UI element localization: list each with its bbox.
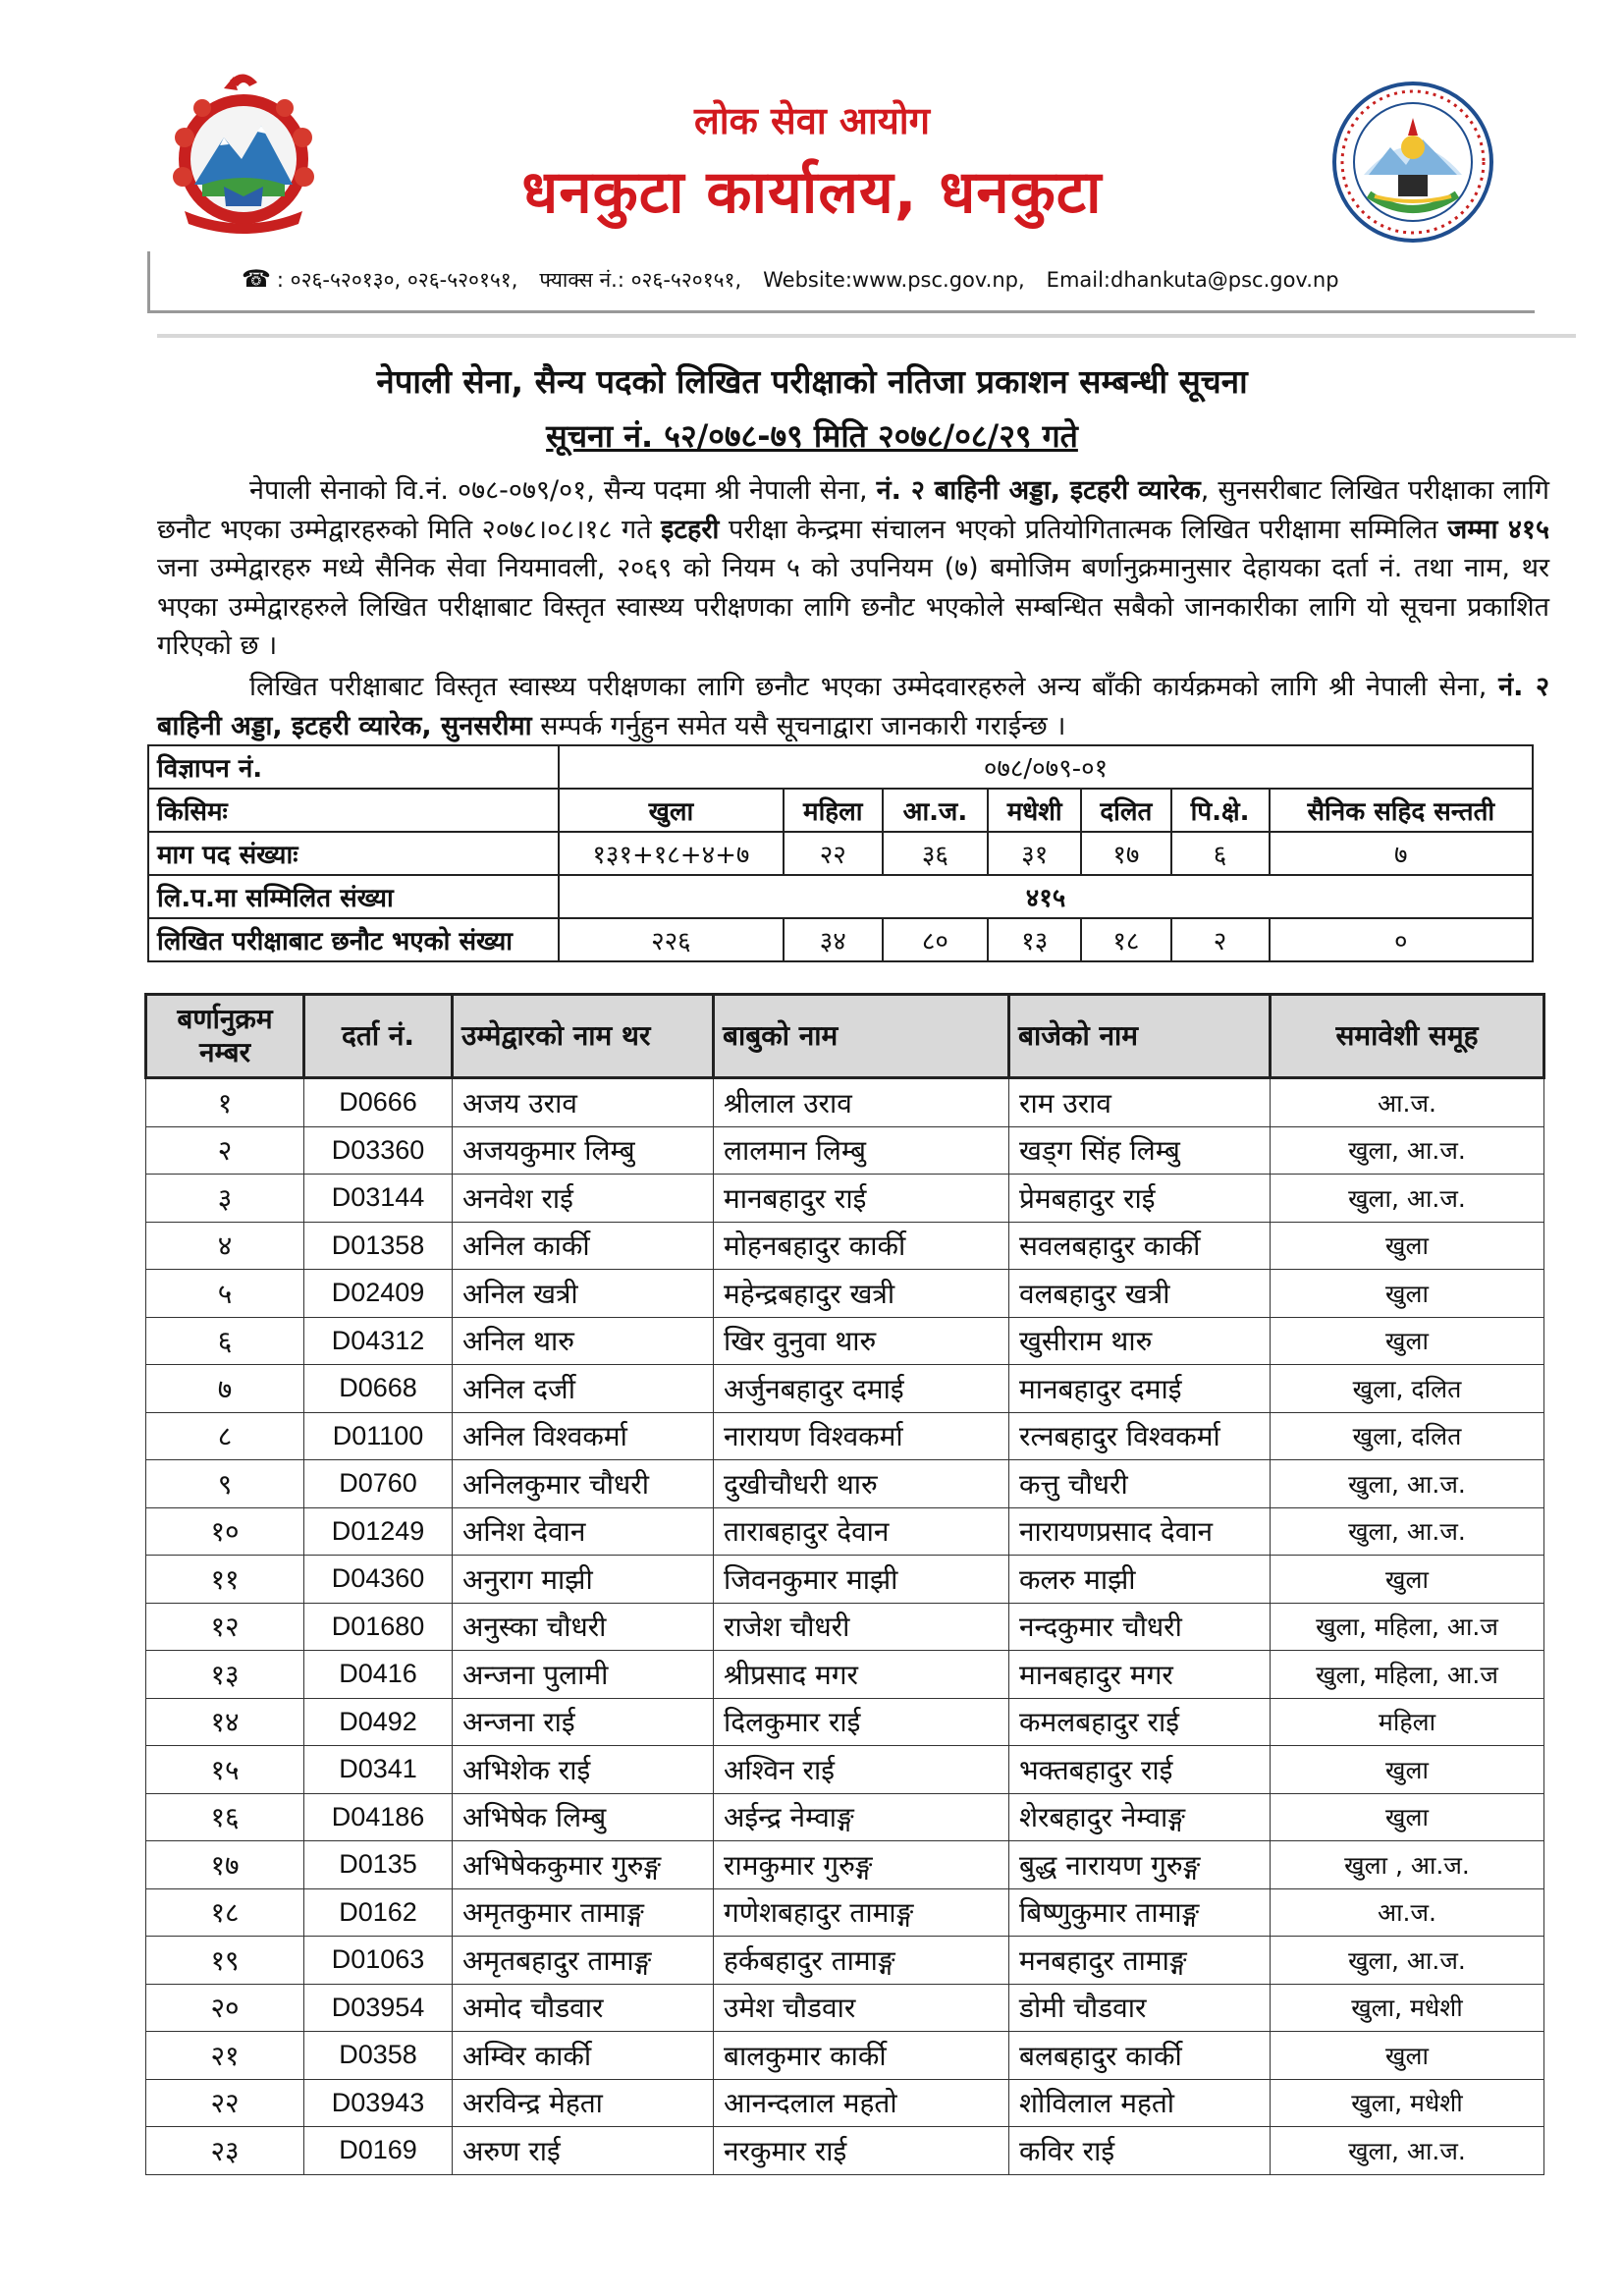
notice-paragraph-1: नेपाली सेनाको वि.नं. ०७८-०७९/०१, सैन्य पदमा श्री नेपाली सेना, नं. २ बाहिनी अड्डा, इटहरी व्यारेक, सुनसरीबाट लिखित परीक्षाका लागि छनौट भएका उम्मेद्वारहरुको मिति २०७८।०८।१८ गते इटहरी परीक्षा केन्द्रमा संचालन भएको प्रतियोगितात्मक लिखित परीक्षामा सम्मिलित जम्मा ४१५ जना उम्मेद्वारहरु मध्ये सैनिक सेवा नियमावली, २०६९ को नियम ५ को उपनियम (७) बमोजिम बर्णानुक्रमानुसार देहायका दर्ता नं. तथा नाम, थर भएका उम्मेद्वारहरुले लिखित परीक्षाबाट विस्तृत स्वास्थ्य परीक्षणका लागि छनौट भएकोले सम्बन्धित सबैको जानकारीका लागि यो सूचना प्रकाशित गरिएको छ । (157, 475, 1549, 661)
cell-father: अर्जुनबहादुर दमाई (714, 1365, 1009, 1413)
col-header: सैनिक सहिद सन्तती (1270, 789, 1533, 832)
cell-reg: D01249 (304, 1507, 453, 1556)
table-row (146, 1698, 1544, 1746)
header-reg: दर्ता नं. (304, 995, 453, 1078)
cell-grand: शेरबहादुर नेम्वाङ्ग (1009, 1793, 1271, 1841)
cell-reg: D03144 (304, 1175, 453, 1223)
cell-grand: नन्दकुमार चौधरी (1009, 1603, 1271, 1651)
cell-grand: प्रेमबहादुर राई (1009, 1175, 1271, 1223)
summary-row-type (148, 789, 1533, 832)
cell-sn: १२ (146, 1603, 304, 1651)
divider (157, 334, 1576, 338)
office-name: धनकुटा कार्यालय, धनकुटा (521, 158, 1103, 227)
cell-reg: D03360 (304, 1126, 453, 1175)
appeared-value: ४१५ (559, 875, 1533, 918)
cell-grand: कत्तु चौधरी (1009, 1460, 1271, 1508)
cell-name: अनवेश राई (453, 1175, 714, 1223)
cell-group: खुला (1271, 2032, 1544, 2080)
cell-sn: ११ (146, 1556, 304, 1604)
table-row (146, 2032, 1544, 2080)
header-name: उम्मेद्वारको नाम थर (453, 995, 714, 1078)
cell-father: अईन्द्र नेम्वाङ्ग (714, 1793, 1009, 1841)
table-header-row (146, 995, 1544, 1078)
cell-grand: डोमी चौडवार (1009, 1984, 1271, 2032)
cell-sn: ५ (146, 1270, 304, 1318)
cell-reg: D04360 (304, 1556, 453, 1604)
table-row (146, 1270, 1544, 1318)
cell-name: अनिल खत्री (453, 1270, 714, 1318)
cell-father: लालमान लिम्बु (714, 1126, 1009, 1175)
cell-name: अनिल विश्वकर्मा (453, 1412, 714, 1460)
cell-sn: १५ (146, 1746, 304, 1794)
table-row (146, 1888, 1544, 1937)
cell-sn: ८ (146, 1412, 304, 1460)
cell-group: खुला, आ.ज. (1271, 1126, 1544, 1175)
selected-value: ० (1270, 918, 1533, 961)
cell-sn: १४ (146, 1698, 304, 1746)
cell-name: अभिषेककुमार गुरुङ्ग (453, 1841, 714, 1889)
cell-reg: D04312 (304, 1317, 453, 1365)
cell-reg: D0666 (304, 1078, 453, 1127)
cell-name: अमृतकुमार तामाङ्ग (453, 1888, 714, 1937)
cell-reg: D01680 (304, 1603, 453, 1651)
cell-grand: कलरु माझी (1009, 1556, 1271, 1604)
cell-grand: कविर राई (1009, 2127, 1271, 2175)
cell-name: अभिशेक राई (453, 1746, 714, 1794)
table-row (146, 1793, 1544, 1841)
cell-name: अरविन्द्र मेहता (453, 2079, 714, 2127)
cell-sn: ६ (146, 1317, 304, 1365)
cell-father: हर्कबहादुर तामाङ्ग (714, 1937, 1009, 1985)
cell-name: अरुण राई (453, 2127, 714, 2175)
table-row (146, 1078, 1544, 1127)
cell-name: अनिल कार्की (453, 1222, 714, 1270)
cell-father: मानबहादुर राई (714, 1175, 1009, 1223)
table-row (146, 1222, 1544, 1270)
selected-value: ८० (883, 918, 989, 961)
cell-father: गणेशबहादुर तामाङ्ग (714, 1888, 1009, 1937)
candidate-table (144, 993, 1545, 2175)
cell-name: अनिल थारु (453, 1317, 714, 1365)
demand-value: ३१ (988, 832, 1081, 875)
cell-name: अमोद चौडवार (453, 1984, 714, 2032)
cell-grand: बुद्ध नारायण गुरुङ्ग (1009, 1841, 1271, 1889)
contact-email[interactable]: Email:dhankuta@psc.gov.np (1046, 268, 1339, 292)
cell-group: खुला, मधेशी (1271, 1984, 1544, 2032)
selected-value: १३ (988, 918, 1081, 961)
cell-grand: भक्तबहादुर राई (1009, 1746, 1271, 1794)
cell-grand: सवलबहादुर कार्की (1009, 1222, 1271, 1270)
cell-group: खुला (1271, 1270, 1544, 1318)
cell-group: खुला, महिला, आ.ज (1271, 1603, 1544, 1651)
cell-name: अनुस्का चौधरी (453, 1603, 714, 1651)
table-row (146, 1746, 1544, 1794)
cell-sn: १९ (146, 1937, 304, 1985)
selected-label: लिखित परीक्षाबाट छनौट भएको संख्या (148, 918, 559, 961)
cell-name: अमृतबहादुर तामाङ्ग (453, 1937, 714, 1985)
cell-father: दिलकुमार राई (714, 1698, 1009, 1746)
table-row (146, 1365, 1544, 1413)
cell-group: खुला, आ.ज. (1271, 1937, 1544, 1985)
col-header: दलित (1081, 789, 1170, 832)
cell-grand: मानबहादुर मगर (1009, 1651, 1271, 1699)
contact-phones: : ०२६-५२०१३०, ०२६-५२०१५१, (276, 268, 518, 292)
table-row (146, 1175, 1544, 1223)
cell-reg: D0169 (304, 2127, 453, 2175)
appeared-label: लि.प.मा सम्मिलित संख्या (148, 875, 559, 918)
cell-father: श्रीप्रसाद मगर (714, 1651, 1009, 1699)
table-row (146, 1460, 1544, 1508)
cell-group: खुला, आ.ज. (1271, 2127, 1544, 2175)
cell-reg: D03943 (304, 2079, 453, 2127)
notice-number: सूचना नं. ५२/०७८-७९ मिति २०७८/०८/२९ गते (546, 417, 1078, 455)
org-name: लोक सेवा आयोग (693, 99, 931, 142)
cell-reg: D0668 (304, 1365, 453, 1413)
cell-father: मोहनबहादुर कार्की (714, 1222, 1009, 1270)
table-row (146, 1603, 1544, 1651)
selected-value: ३४ (784, 918, 883, 961)
cell-name: अनिलकुमार चौधरी (453, 1460, 714, 1508)
col-header: आ.ज. (883, 789, 989, 832)
cell-group: आ.ज. (1271, 1078, 1544, 1127)
col-header: महिला (784, 789, 883, 832)
col-header: मधेशी (988, 789, 1081, 832)
cell-father: दुखीचौधरी थारु (714, 1460, 1009, 1508)
cell-group: खुला, महिला, आ.ज (1271, 1651, 1544, 1699)
notice-paragraph-2: लिखित परीक्षाबाट विस्तृत स्वास्थ्य परीक्षणका लागि छनौट भएका उम्मेदवारहरुले अन्य बाँकी कार्यक्रमको लागि श्री नेपाली सेना, नं. २ बाहिनी अड्डा, इटहरी व्यारेक, सुनसरीमा सम्पर्क गर्नुहुन समेत यसै सूचनाद्वारा जानकारी गराईन्छ । (157, 672, 1550, 741)
cell-reg: D04186 (304, 1793, 453, 1841)
cell-sn: १८ (146, 1888, 304, 1937)
cell-name: अभिषेक लिम्बु (453, 1793, 714, 1841)
summary-row-adv (148, 745, 1533, 789)
table-row (146, 1412, 1544, 1460)
phone-icon: ☎ (242, 265, 271, 293)
table-row (146, 1317, 1544, 1365)
cell-sn: १३ (146, 1651, 304, 1699)
cell-grand: वलबहादुर खत्री (1009, 1270, 1271, 1318)
cell-father: नारायण विश्वकर्मा (714, 1412, 1009, 1460)
cell-sn: ३ (146, 1175, 304, 1223)
cell-name: अजय उराव (453, 1078, 714, 1127)
cell-group: खुला , आ.ज. (1271, 1841, 1544, 1889)
table-row (146, 1126, 1544, 1175)
cell-father: महेन्द्रबहादुर खत्री (714, 1270, 1009, 1318)
cell-reg: D0492 (304, 1698, 453, 1746)
cell-group: महिला (1271, 1698, 1544, 1746)
cell-grand: राम उराव (1009, 1078, 1271, 1127)
cell-name: अनिश देवान (453, 1507, 714, 1556)
selected-value: २२६ (559, 918, 784, 961)
cell-group: खुला, आ.ज. (1271, 1175, 1544, 1223)
col-header: खुला (559, 789, 784, 832)
cell-group: खुला (1271, 1556, 1544, 1604)
cell-grand: बलबहादुर कार्की (1009, 2032, 1271, 2080)
adv-label: विज्ञापन नं. (148, 745, 559, 789)
cell-name: अन्जना राई (453, 1698, 714, 1746)
table-row (146, 1556, 1544, 1604)
table-row (146, 2127, 1544, 2175)
cell-grand: शोविलाल महतो (1009, 2079, 1271, 2127)
cell-father: बालकुमार कार्की (714, 2032, 1009, 2080)
cell-father: आनन्दलाल महतो (714, 2079, 1009, 2127)
cell-father: रामकुमार गुरुङ्ग (714, 1841, 1009, 1889)
demand-value: ३६ (883, 832, 989, 875)
cell-grand: खड्ग सिंह लिम्बु (1009, 1126, 1271, 1175)
cell-name: अजयकुमार लिम्बु (453, 1126, 714, 1175)
demand-value: २२ (784, 832, 883, 875)
cell-grand: कमलबहादुर राई (1009, 1698, 1271, 1746)
cell-father: नरकुमार राई (714, 2127, 1009, 2175)
cell-sn: ७ (146, 1365, 304, 1413)
cell-group: खुला, आ.ज. (1271, 1460, 1544, 1508)
adv-value: ०७८/०७९-०१ (559, 745, 1533, 789)
cell-father: अश्विन राई (714, 1746, 1009, 1794)
cell-grand: नारायणप्रसाद देवान (1009, 1507, 1271, 1556)
cell-group: खुला (1271, 1222, 1544, 1270)
summary-table (147, 744, 1534, 962)
cell-sn: २२ (146, 2079, 304, 2127)
cell-sn: १० (146, 1507, 304, 1556)
contact-website[interactable]: Website:www.psc.gov.np, (763, 268, 1025, 292)
col-header: पि.क्षे. (1171, 789, 1270, 832)
cell-father: जिवनकुमार माझी (714, 1556, 1009, 1604)
demand-value: १३१+१८+४+७ (559, 832, 784, 875)
demand-value: ७ (1270, 832, 1533, 875)
cell-name: अन्जना पुलामी (453, 1651, 714, 1699)
cell-sn: २ (146, 1126, 304, 1175)
cell-sn: १ (146, 1078, 304, 1127)
cell-group: खुला, दलित (1271, 1412, 1544, 1460)
table-row (146, 1651, 1544, 1699)
selected-value: १८ (1081, 918, 1170, 961)
header-sn: बर्णानुक्रम नम्बर (146, 995, 304, 1078)
cell-group: खुला (1271, 1317, 1544, 1365)
cell-reg: D0416 (304, 1651, 453, 1699)
cell-reg: D0358 (304, 2032, 453, 2080)
notice-title: नेपाली सेना, सैन्य पदको लिखित परीक्षाको नतिजा प्रकाशन सम्बन्धी सूचना (376, 362, 1248, 401)
header-group: समावेशी समूह (1271, 995, 1544, 1078)
demand-label: माग पद संख्याः (148, 832, 559, 875)
cell-name: अम्विर कार्की (453, 2032, 714, 2080)
cell-father: उमेश चौडवार (714, 1984, 1009, 2032)
cell-sn: २० (146, 1984, 304, 2032)
cell-grand: खुसीराम थारु (1009, 1317, 1271, 1365)
cell-group: खुला, दलित (1271, 1365, 1544, 1413)
cell-father: ताराबहादुर देवान (714, 1507, 1009, 1556)
cell-group: खुला (1271, 1793, 1544, 1841)
cell-sn: ९ (146, 1460, 304, 1508)
summary-row-appeared (148, 875, 1533, 918)
cell-reg: D02409 (304, 1270, 453, 1318)
cell-sn: १७ (146, 1841, 304, 1889)
table-row (146, 2079, 1544, 2127)
header-grand: बाजेको नाम (1009, 995, 1271, 1078)
summary-row-demand (148, 832, 1533, 875)
cell-sn: २३ (146, 2127, 304, 2175)
cell-reg: D03954 (304, 1984, 453, 2032)
table-row (146, 1507, 1544, 1556)
type-label: किसिमः (148, 789, 559, 832)
contact-line (242, 265, 1339, 294)
cell-reg: D01358 (304, 1222, 453, 1270)
cell-group: खुला (1271, 1746, 1544, 1794)
cell-name: अनुराग माझी (453, 1556, 714, 1604)
cell-father: खिर वुनुवा थारु (714, 1317, 1009, 1365)
cell-group: खुला, आ.ज. (1271, 1507, 1544, 1556)
cell-sn: २१ (146, 2032, 304, 2080)
contact-fax: फ्याक्स नं.: ०२६-५२०१५१, (539, 268, 742, 292)
demand-value: ६ (1171, 832, 1270, 875)
cell-reg: D01100 (304, 1412, 453, 1460)
cell-sn: ४ (146, 1222, 304, 1270)
cell-reg: D0135 (304, 1841, 453, 1889)
cell-grand: मानबहादुर दमाई (1009, 1365, 1271, 1413)
cell-grand: बिष्णुकुमार तामाङ्ग (1009, 1888, 1271, 1937)
cell-reg: D01063 (304, 1937, 453, 1985)
table-row (146, 1984, 1544, 2032)
cell-sn: १६ (146, 1793, 304, 1841)
table-row (146, 1937, 1544, 1985)
cell-grand: मनबहादुर तामाङ्ग (1009, 1937, 1271, 1985)
cell-father: श्रीलाल उराव (714, 1078, 1009, 1127)
cell-name: अनिल दर्जी (453, 1365, 714, 1413)
header-father: बाबुको नाम (714, 995, 1009, 1078)
cell-reg: D0341 (304, 1746, 453, 1794)
cell-father: राजेश चौधरी (714, 1603, 1009, 1651)
cell-grand: रत्नबहादुर विश्वकर्मा (1009, 1412, 1271, 1460)
selected-value: २ (1171, 918, 1270, 961)
table-row (146, 1841, 1544, 1889)
demand-value: १७ (1081, 832, 1170, 875)
cell-reg: D0760 (304, 1460, 453, 1508)
cell-reg: D0162 (304, 1888, 453, 1937)
cell-group: खुला, मधेशी (1271, 2079, 1544, 2127)
summary-row-selected (148, 918, 1533, 961)
cell-group: आ.ज. (1271, 1888, 1544, 1937)
